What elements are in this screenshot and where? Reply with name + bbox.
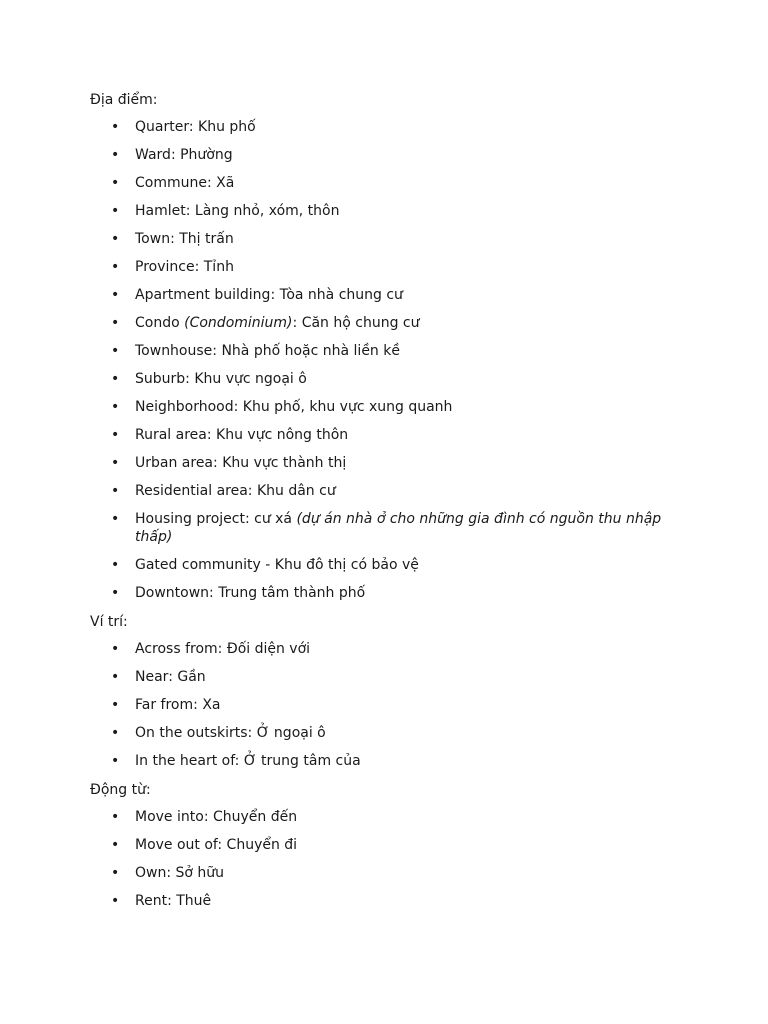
bullet-icon: • bbox=[111, 865, 120, 881]
translation: Chuyển đến bbox=[212, 809, 298, 825]
vocab-list bbox=[90, 808, 690, 920]
list-item: • Gated community - Khu đô thị có bảo vệ bbox=[111, 557, 419, 573]
vocab-list bbox=[90, 640, 690, 780]
bullet-icon: • bbox=[111, 119, 120, 135]
section-positions bbox=[90, 612, 690, 780]
term: In the heart of bbox=[135, 753, 235, 769]
italic-note: (dự án nhà ở cho những gia đình có nguồn thu nhập thấp) bbox=[135, 511, 662, 545]
section-heading: Địa điểm: bbox=[90, 92, 158, 108]
translation: Khu đô thị có bảo vệ bbox=[274, 557, 419, 573]
list-item: • Across from: Đối diện với bbox=[111, 641, 311, 657]
translation: Phường bbox=[180, 147, 233, 163]
bullet-icon: • bbox=[111, 399, 120, 415]
list-item: • Hamlet: Làng nhỏ, xóm, thôn bbox=[111, 203, 340, 219]
term: Suburb bbox=[135, 371, 186, 387]
translation: Sở hữu bbox=[175, 865, 225, 881]
bullet-icon: • bbox=[111, 371, 120, 387]
list-item: • Near: Gần bbox=[111, 669, 206, 685]
list-item: • Quarter: Khu phố bbox=[111, 119, 256, 135]
bullet-icon: • bbox=[111, 259, 120, 275]
bullet-icon: • bbox=[111, 343, 120, 359]
list-item: • Downtown: Trung tâm thành phố bbox=[111, 585, 366, 601]
list-item: • Apartment building: Tòa nhà chung cư bbox=[111, 287, 403, 303]
translation: Tỉnh bbox=[203, 259, 234, 275]
term: Commune bbox=[135, 175, 207, 191]
translation: Đối diện với bbox=[226, 641, 311, 657]
term: Own bbox=[135, 865, 167, 881]
translation: Chuyển đi bbox=[226, 837, 298, 853]
bullet-icon: • bbox=[111, 809, 120, 825]
translation: Khu vực ngoại ô bbox=[194, 371, 307, 387]
translation: Ở trung tâm của bbox=[243, 753, 361, 769]
document-page bbox=[90, 90, 690, 920]
term: Ward bbox=[135, 147, 171, 163]
term: Move out of bbox=[135, 837, 218, 853]
section-heading: Động từ: bbox=[90, 782, 151, 798]
translation: cư xá bbox=[254, 511, 293, 527]
list-item: • Condo (Condominium): Căn hộ chung cư bbox=[111, 315, 420, 331]
bullet-icon: • bbox=[111, 697, 120, 713]
list-item: • Suburb: Khu vực ngoại ô bbox=[111, 371, 307, 387]
list-item: • Rent: Thuê bbox=[111, 893, 212, 909]
translation: Khu vực thành thị bbox=[222, 455, 347, 471]
list-item: • Urban area: Khu vực thành thị bbox=[111, 455, 347, 471]
term: Rent bbox=[135, 893, 168, 909]
translation: Căn hộ chung cư bbox=[301, 315, 420, 331]
section-verbs bbox=[90, 780, 690, 920]
translation: Khu phố, khu vực xung quanh bbox=[242, 399, 453, 415]
translation: Ở ngoại ô bbox=[256, 725, 326, 741]
term: Town bbox=[135, 231, 171, 247]
list-item: • Town: Thị trấn bbox=[111, 231, 234, 247]
bullet-icon: • bbox=[111, 725, 120, 741]
bullet-icon: • bbox=[111, 511, 120, 527]
list-item: • Residential area: Khu dân cư bbox=[111, 483, 336, 499]
bullet-icon: • bbox=[111, 669, 120, 685]
term: Quarter bbox=[135, 119, 189, 135]
list-item: • Townhouse: Nhà phố hoặc nhà liền kề bbox=[111, 343, 400, 359]
list-item: • Far from: Xa bbox=[111, 697, 221, 713]
term: Province bbox=[135, 259, 195, 275]
translation: Gần bbox=[177, 669, 206, 685]
bullet-icon: • bbox=[111, 893, 120, 909]
term: Near bbox=[135, 669, 169, 685]
term: Housing project bbox=[135, 511, 245, 527]
term: Gated community bbox=[135, 557, 261, 573]
translation: Tòa nhà chung cư bbox=[279, 287, 403, 303]
translation: Xã bbox=[216, 175, 235, 191]
list-item: • Ward: Phường bbox=[111, 147, 233, 163]
bullet-icon: • bbox=[111, 455, 120, 471]
bullet-icon: • bbox=[111, 483, 120, 499]
term: Hamlet bbox=[135, 203, 186, 219]
term: Far from bbox=[135, 697, 194, 713]
bullet-icon: • bbox=[111, 231, 120, 247]
bullet-icon: • bbox=[111, 287, 120, 303]
translation: Khu vực nông thôn bbox=[216, 427, 349, 443]
term: Condo bbox=[135, 315, 180, 331]
term: Townhouse bbox=[135, 343, 213, 359]
italic-note: (Condominium) bbox=[184, 315, 293, 331]
bullet-icon: • bbox=[111, 753, 120, 769]
bullet-icon: • bbox=[111, 175, 120, 191]
translation: Thuê bbox=[176, 893, 212, 909]
bullet-icon: • bbox=[111, 837, 120, 853]
list-item: • On the outskirts: Ở ngoại ô bbox=[111, 725, 326, 741]
term: Across from bbox=[135, 641, 218, 657]
term: Neighborhood bbox=[135, 399, 234, 415]
vocab-list bbox=[90, 118, 690, 612]
term: Residential area bbox=[135, 483, 248, 499]
translation: Nhà phố hoặc nhà liền kề bbox=[221, 343, 400, 359]
translation: Khu dân cư bbox=[256, 483, 336, 499]
translation: Trung tâm thành phố bbox=[218, 585, 366, 601]
section-places bbox=[90, 90, 690, 612]
term: Rural area bbox=[135, 427, 207, 443]
translation: Làng nhỏ, xóm, thôn bbox=[194, 203, 340, 219]
bullet-icon: • bbox=[111, 203, 120, 219]
term: Move into bbox=[135, 809, 204, 825]
bullet-icon: • bbox=[111, 427, 120, 443]
term: Downtown bbox=[135, 585, 210, 601]
term: Apartment building bbox=[135, 287, 271, 303]
term: On the outskirts bbox=[135, 725, 248, 741]
translation: Khu phố bbox=[198, 119, 256, 135]
list-item: • Province: Tỉnh bbox=[111, 259, 234, 275]
list-item: • Rural area: Khu vực nông thôn bbox=[111, 427, 349, 443]
bullet-icon: • bbox=[111, 585, 120, 601]
list-item: • Move into: Chuyển đến bbox=[111, 809, 298, 825]
list-item: • Housing project: cư xá (dự án nhà ở cho những gia đình có nguồn thu nhập thấp) bbox=[111, 511, 662, 545]
section-heading: Ví trí: bbox=[90, 614, 128, 630]
list-item: • Move out of: Chuyển đi bbox=[111, 837, 298, 853]
bullet-icon: • bbox=[111, 557, 120, 573]
bullet-icon: • bbox=[111, 641, 120, 657]
list-item: • In the heart of: Ở trung tâm của bbox=[111, 753, 361, 769]
list-item: • Commune: Xã bbox=[111, 175, 235, 191]
list-item: • Neighborhood: Khu phố, khu vực xung quanh bbox=[111, 399, 453, 415]
bullet-icon: • bbox=[111, 147, 120, 163]
translation: Xa bbox=[202, 697, 221, 713]
list-item: • Own: Sở hữu bbox=[111, 865, 225, 881]
term: Urban area bbox=[135, 455, 214, 471]
translation: Thị trấn bbox=[179, 231, 234, 247]
bullet-icon: • bbox=[111, 315, 120, 331]
